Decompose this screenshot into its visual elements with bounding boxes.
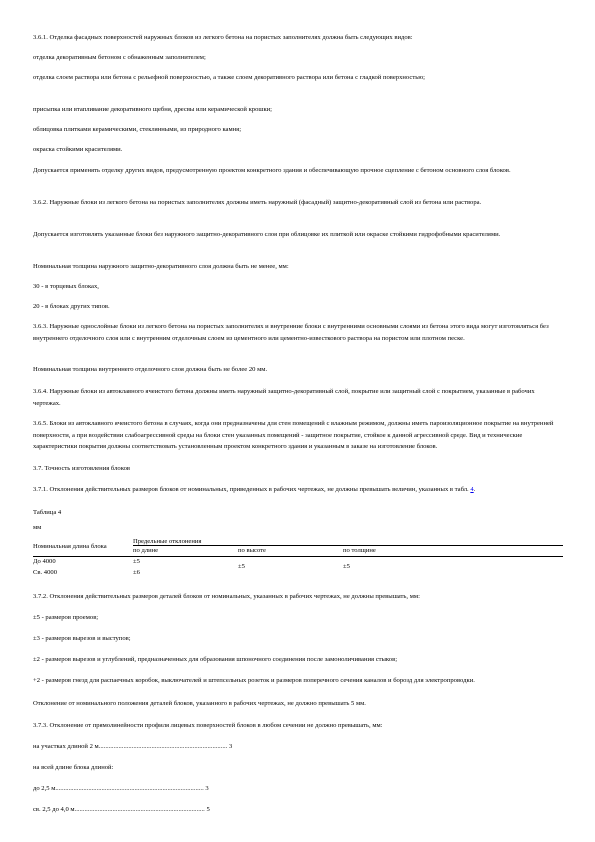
no-outer-layer-note: Допускается изготовлять указанные блоки без наружного защитно-декоративного слоя при облицовке их плиткой или окраске стойкими гидрофобными красителями.: [33, 231, 501, 238]
sub-header-thickness: по толщине: [343, 547, 376, 554]
finish-type-cladding: облицовка плитками керамическими, стеклянными, из природного камня;: [33, 126, 242, 133]
straightness-full-length: на всей длине блока длиной:: [33, 764, 114, 771]
finish-type-decorative-concrete: отделка декоративным бетоном с обнаженным заполнителем;: [33, 54, 206, 61]
tolerance-cutouts: ±3 - размеров вырезов и выступов;: [33, 635, 131, 642]
other-finishes-note: Допускается применять отделку других видов, предусмотренную проектом конкретного здания и обеспечивающую прочное сцепление с бетоном основного слоя блоков.: [33, 167, 511, 174]
straightness-2-5-to-4m: св. 2,5 до 4,0 м............................................................................... 5: [33, 806, 210, 813]
sub-header-length: по длине: [133, 547, 159, 554]
table-4-link[interactable]: 4: [470, 486, 474, 493]
clause-3-7-3: 3.7.3. Отклонение от прямолинейности профиля лицевых поверхностей блоков в любом сечении не должно превышать, мм:: [33, 722, 383, 729]
position-deviation: Отклонение от номинального положения деталей блоков, указанного в рабочих чертежах, не должно превышать 5 мм.: [33, 700, 366, 707]
row-length-deviation: ±6: [133, 569, 140, 576]
table-header-rule: [33, 556, 563, 557]
clause-3-6-4: 3.6.4. Наружные блоки из автоклавного ячеистого бетона должны иметь наружный защитно-декоративный слой, покрытие или защитный слой с покрытием, указанные в рабочих чертежах.: [33, 388, 535, 407]
row-name: Св. 4000: [33, 569, 57, 576]
clause-3-6-2: 3.6.2. Наружные блоки из легкого бетона на пористых заполнителях должны иметь наружный (фасадный) защитно-декоративный слой из бетона или раствора.: [33, 199, 482, 206]
clause-3-6-1: 3.6.1. Отделка фасадных поверхностей наружных блоков из легкого бетона на пористых заполнителях должна быть следующих видов:: [33, 34, 413, 41]
finish-type-painting: окраска стойкими красителями.: [33, 146, 123, 153]
tolerance-openings: ±5 - размеров проемов;: [33, 614, 99, 621]
straightness-up-to-2-5m: до 2,5 м.......................................................................................... 3: [33, 785, 209, 792]
finish-type-mortar-layer: отделка слоем раствора или бетона с рельефной поверхностью, а также слоем декоративного раствора или бетона с гладкой поверхностью;: [33, 74, 425, 81]
straightness-2m: на участках длиной 2 м.............................................................................. 3: [33, 743, 233, 750]
table-unit: мм: [33, 524, 42, 531]
clause-3-6-5: 3.6.5. Блоки из автоклавного ячеистого бетона в случаях, когда они предназначены для стен помещений с влажным режимом, должны иметь пароизоляционное покрытие на внутренней поверхности, а при воздействии слабоагрессивной среды на блоки стен указанных помещений - защитное покрытие, стойкое к данной агрессивной среде. Вид и технические характеристики покрытия должны соответствовать установленным проектом конкретного здания и указанным в заказе на изготовление блоков.: [33, 420, 554, 450]
thickness-end-blocks: 30 - в торцевых блоках,: [33, 283, 99, 290]
section-3-7-heading: 3.7. Точность изготовления блоков: [33, 465, 130, 472]
thickness-other-blocks: 20 - в блоках других типов.: [33, 303, 110, 310]
inner-layer-thickness: Номинальная толщина внутреннего отделочного слоя должна быть не более 20 мм.: [33, 366, 268, 373]
finish-type-sprinkle: присыпка или втапливание декоративного щебня, дресвы или керамической крошки;: [33, 106, 273, 113]
tolerance-recesses: ±2 - размеров вырезов и углублений, предназначенных для образования шпоночного соединения после замоноличивания стыков;: [33, 656, 398, 663]
row-name: До 4000: [33, 558, 56, 565]
table-caption: Таблица 4: [33, 509, 62, 516]
sub-header-height: по высоте: [238, 547, 266, 554]
row-length-deviation: ±5: [133, 558, 140, 565]
clause-3-7-2: 3.7.2. Отклонения действительных размеров деталей блоков от номинальных, указанных в рабочих чертежах, не должны превышать, мм:: [33, 593, 420, 600]
thickness-deviation: ±5: [343, 563, 350, 570]
height-deviation: ±5: [238, 563, 245, 570]
outer-layer-thickness: Номинальная толщина наружного защитно-декоративного слоя должна быть не менее, мм:: [33, 263, 289, 270]
col-header-limit-deviations: Предельные отклонения: [133, 538, 202, 545]
tolerance-sockets: +2 - размеров гнезд для распаечных коробок, выключателей и штепсельных розеток и размеров поперечного сечения каналов и борозд для электропроводки.: [33, 677, 475, 684]
clause-3-6-3: 3.6.3. Наружные однослойные блоки из легкого бетона на пористых заполнителях и внутренние блоки с внутренними основными слоями из бетона этого вида могут изготовляться без внутреннего отделочного слоя или с внутренним отделочным слоем из цементного или цементно-известкового раствора на пористом или плотном песке.: [33, 323, 549, 342]
clause-3-7-1: 3.7.1. Отклонения действительных размеров блоков от номинальных, приведенных в рабочих чертежах, не должны превышать величин, указанных в табл. 4.: [33, 486, 476, 493]
col-header-nominal-length: Номинальная длина блока: [33, 543, 107, 550]
